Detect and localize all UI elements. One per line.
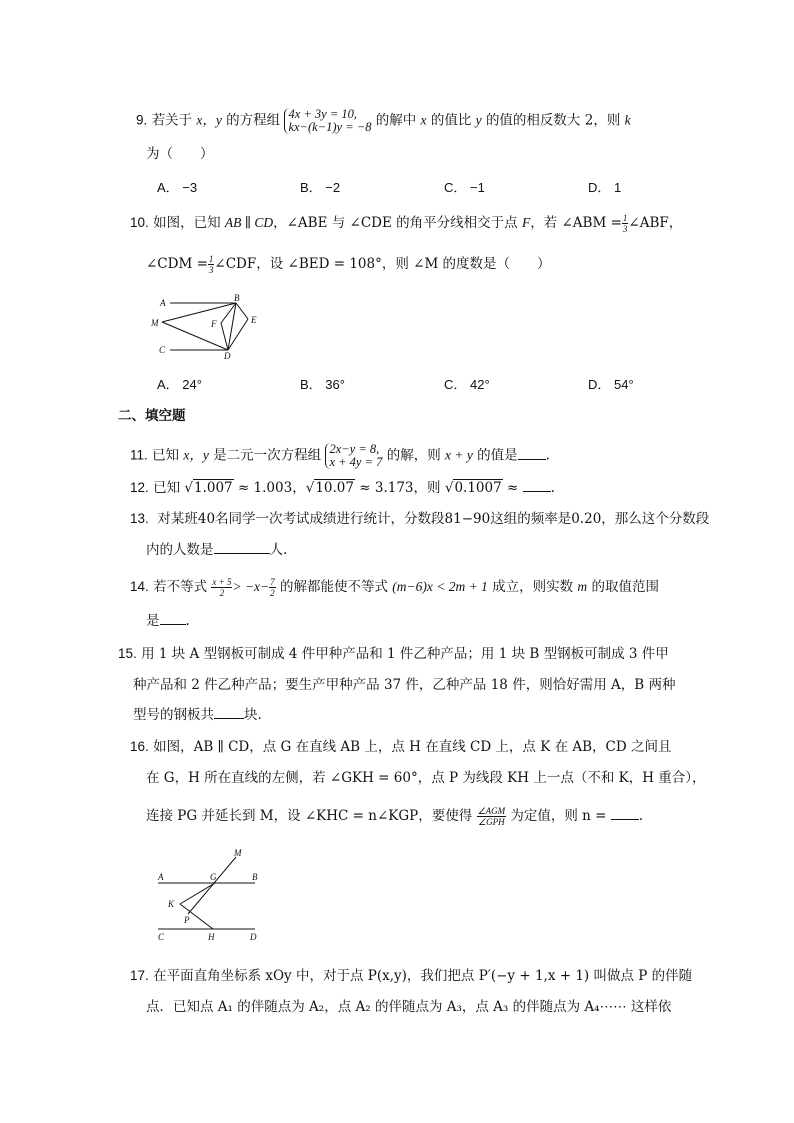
q11-text5: .	[545, 447, 550, 464]
q9-option-b[interactable]	[300, 177, 340, 196]
q10-label-m: M	[151, 318, 159, 328]
q9-option-b-value: −2	[325, 180, 341, 195]
q12-text5: .	[550, 480, 555, 496]
q9-k: k	[624, 112, 631, 128]
q11-text3: 的解，则	[386, 447, 441, 464]
q9-option-c-value: −1	[470, 180, 485, 195]
q16-label-d: D	[250, 932, 257, 942]
q14-text-line2b: .	[185, 613, 190, 629]
q17-number: 17.	[130, 968, 149, 983]
q14-number: 14.	[130, 579, 149, 594]
q10-point-f: F	[521, 215, 531, 230]
q14-text5: 的取值范围	[591, 579, 659, 595]
q16-line3	[146, 806, 643, 827]
q9-line2: 为（ ）	[146, 146, 214, 162]
q15-text-line3b: 块.	[244, 707, 262, 723]
q14-text4: 成立，则实数	[492, 579, 574, 595]
q9-eq2: kx−(k−1)y = −8	[288, 120, 372, 134]
q10-figure	[148, 292, 268, 362]
q10-line-md	[162, 322, 228, 350]
q10-label-d: D	[224, 351, 231, 361]
q11-vars: x，y	[183, 447, 209, 463]
q10-line1	[130, 213, 682, 234]
q10-option-c-label: C．	[444, 377, 467, 392]
q15-line3	[133, 706, 262, 724]
q9-text-pre: 若关于	[151, 112, 193, 129]
q10-label-a: A	[160, 298, 166, 308]
q10-label-c: C	[159, 345, 166, 355]
q9-option-c-label: C．	[444, 180, 467, 195]
q12-value3: ≈	[506, 480, 519, 496]
q13-text-line1: 对某班40名同学一次考试成绩进行统计，分数段81−90这组的频率是0.20，那么这个分数段	[157, 511, 710, 527]
q14-text2: > −x−	[232, 579, 270, 594]
q16-label-m: M	[234, 848, 242, 858]
q14-text3: 的解都能使不等式	[279, 579, 388, 595]
q12-root1: 1.007	[193, 480, 233, 496]
q10-line-be	[236, 303, 248, 319]
q9-text-post3: 的值的相反数大 2，则	[485, 112, 621, 129]
q14-text1: 若不等式	[153, 579, 208, 595]
q10-label-e: E	[251, 315, 257, 325]
q10-text2: ，∠ABE 与 ∠CDE 的角平分线相交于点	[273, 215, 518, 231]
q13-answer-blank[interactable]	[214, 541, 270, 554]
q10-text1: 如图，已知	[153, 215, 221, 231]
q10-text6: ∠CDF，设 ∠BED = 108°，则 ∠M 的度数是（ ）	[214, 256, 551, 272]
q16-label-h: H	[208, 932, 215, 942]
q13-line1	[130, 510, 709, 528]
q16-fraction	[477, 806, 507, 827]
q16-text-line3a: 连接 PG 并延长到 M，设 ∠KHC = n∠KGP，要使得	[146, 808, 473, 824]
q10-fraction-1-num: 1	[622, 213, 628, 223]
q12-root2: 10.07	[315, 480, 354, 496]
q10-option-c[interactable]	[444, 374, 490, 393]
q16-figure	[150, 846, 270, 946]
q16-text-line1: 如图，AB ∥ CD，点 G 在直线 AB 上，点 H 在直线 CD 上，点 K 在 AB，CD 之间且	[153, 739, 672, 755]
q14-inequality: (m−6)x < 2m + 1	[392, 579, 488, 594]
q12-value1: ≈ 1.003，	[237, 480, 306, 496]
q14-line2	[146, 612, 190, 630]
q9-option-c[interactable]	[444, 177, 485, 196]
q17-line1	[130, 967, 692, 985]
q9-option-a-label: A．	[157, 180, 179, 195]
q16-text-line3c: .	[638, 808, 644, 824]
q10-text4: ∠ABF，	[628, 215, 683, 231]
q9-option-d-value: 1	[614, 180, 622, 195]
q16-line1	[130, 738, 672, 756]
q14-fraction-2-num: 7	[270, 577, 275, 587]
q10-label-f: F	[211, 319, 217, 329]
q9-option-b-label: B．	[300, 180, 322, 195]
q15-line1	[118, 645, 669, 663]
q14-line1	[130, 577, 659, 598]
q16-label-g: G	[210, 872, 217, 882]
q14-text-line2a: 是	[146, 613, 160, 629]
q9-vars: x，y	[196, 112, 222, 128]
q12-answer-blank[interactable]	[523, 479, 551, 492]
q12-line: 12. 已知 √1.007 ≈ 1.003，√10.07 ≈ 3.173，则 √0.1007 ≈ .	[130, 480, 555, 496]
q13-text-line2a: 内的人数是	[146, 542, 214, 558]
q10-option-d-label: D．	[588, 377, 611, 392]
q9-y: y	[475, 112, 482, 128]
q10-line-fd	[221, 323, 228, 350]
q14-answer-blank[interactable]	[160, 612, 186, 625]
q14-fraction-2-den: 2	[270, 588, 275, 598]
q16-label-k: K	[168, 899, 175, 909]
q16-text-line3b: 为定值，则 n =	[510, 808, 607, 824]
q9-text-mid: 的方程组	[226, 112, 281, 129]
q10-text5: ∠CDM =	[146, 256, 208, 272]
q9-option-a-value: −3	[182, 180, 198, 195]
q17-line2: 点．已知点 A₁ 的伴随点为 A₂，点 A₂ 的伴随点为 A₃，点 A₃ 的伴随点为 A₄⋯⋯ 这样依	[146, 999, 672, 1015]
q9-option-d-label: D．	[588, 180, 611, 195]
q15-line2: 种产品和 2 件乙种产品；要生产甲种产品 37 件，乙种产品 18 件，则恰好需用 A，B 两种	[133, 677, 676, 693]
q16-line2: 在 G，H 所在直线的左侧，若 ∠GKH = 60°，点 P 为线段 KH 上一点（不和 K，H 重合），	[146, 770, 706, 786]
q10-option-a-label: A．	[157, 377, 179, 392]
q17-text-line1: 在平面直角坐标系 xOy 中，对于点 P(x,y)，我们把点 P′(−y + 1,x + 1) 叫做点 P 的伴随	[153, 968, 693, 984]
q10-option-c-value: 42°	[470, 377, 490, 392]
q10-number: 10.	[130, 215, 149, 230]
q15-text-line3a: 型号的钢板共	[133, 707, 214, 723]
q10-label-b: B	[234, 293, 240, 303]
q16-fraction-den: ∠GPH	[478, 817, 505, 827]
q13-line2	[146, 541, 287, 559]
q9-equation-system	[284, 108, 371, 134]
q11-answer-blank[interactable]	[518, 447, 546, 460]
q11-number: 11.	[130, 447, 148, 463]
q12-text1: 已知	[153, 480, 181, 496]
q16-label-c: C	[158, 932, 165, 942]
q16-number: 16.	[130, 739, 149, 754]
q11-eq2: x + 4y = 7	[329, 455, 383, 469]
q16-line-pm	[188, 857, 236, 914]
q11-eq1: 2x−y = 8,	[329, 442, 380, 456]
q10-option-a-value: 24°	[182, 377, 202, 392]
q15-answer-blank[interactable]	[214, 706, 244, 719]
q10-text3: ，若 ∠ABM =	[530, 215, 622, 231]
q10-fraction-1-den: 3	[622, 224, 628, 234]
q11-expression: x + y	[445, 447, 473, 463]
q11-equation-system	[325, 443, 382, 469]
q16-label-p: P	[184, 915, 190, 925]
q9-eq1: 4x + 3y = 10,	[288, 107, 358, 121]
q15-text-line1: 用 1 块 A 型钢板可制成 4 件甲种产品和 1 件乙种产品；用 1 块 B 型钢板可制成 3 件甲	[141, 646, 669, 662]
q9-line1	[136, 108, 631, 134]
q13-text-line2b: 人.	[269, 542, 288, 558]
q15-number: 15.	[118, 646, 137, 661]
q11-text1: 已知	[152, 447, 180, 464]
q10-line2	[146, 254, 551, 275]
q9-option-a[interactable]	[157, 177, 197, 196]
q12-root3: 0.1007	[454, 480, 502, 496]
q14-m: m	[577, 579, 588, 594]
q16-label-a: A	[158, 872, 164, 882]
q14-fraction-2	[269, 577, 276, 598]
q9-x: x	[420, 112, 427, 128]
q10-ab-parallel-cd: AB ∥ CD	[224, 215, 274, 230]
q13-number: 13.	[130, 511, 149, 526]
q12-value2: ≈ 3.173，则	[359, 480, 441, 496]
q10-fraction-2-den: 3	[208, 265, 214, 275]
q11-text2: 是二元一次方程组	[213, 447, 322, 464]
q10-option-b[interactable]	[300, 374, 345, 393]
q10-option-b-value: 36°	[325, 377, 345, 392]
q10-option-b-label: B．	[300, 377, 322, 392]
q10-fraction-2-num: 1	[208, 254, 214, 264]
q16-line-kg	[180, 883, 215, 904]
q14-fraction-1-num: x + 5	[212, 577, 232, 587]
q16-fraction-num: ∠AGM	[477, 806, 506, 816]
q16-label-b: B	[252, 872, 258, 882]
q14-fraction-1-den: 2	[219, 588, 225, 598]
section-heading-fill-in: 二、填空题	[118, 408, 186, 424]
q9-text-post2: 的值比	[430, 112, 472, 129]
q10-option-a[interactable]	[157, 374, 202, 393]
q12-number: 12.	[130, 480, 149, 495]
q10-option-d-value: 54°	[614, 377, 634, 392]
q9-option-d[interactable]	[588, 177, 621, 196]
q11-text4: 的值是	[477, 447, 518, 464]
q9-number: 9.	[136, 112, 148, 128]
q16-answer-blank[interactable]	[611, 807, 639, 820]
q10-option-d[interactable]	[588, 374, 634, 393]
q9-text-post1: 的解中	[375, 112, 417, 129]
q10-line-mb	[162, 303, 236, 322]
q14-fraction-1	[211, 577, 232, 598]
q11-line	[130, 443, 550, 469]
